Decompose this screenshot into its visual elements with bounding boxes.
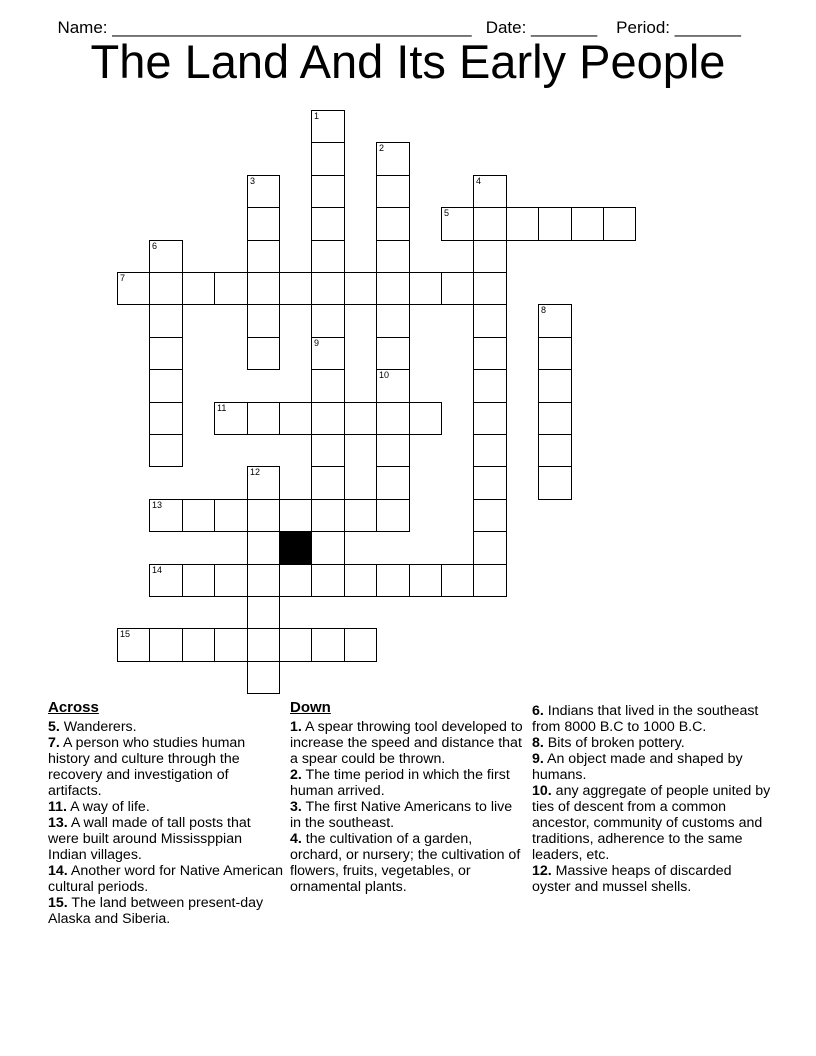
grid-cell[interactable] xyxy=(149,272,183,305)
across-heading: Across xyxy=(48,699,99,716)
clue-number: 15 xyxy=(120,629,131,639)
grid-cell[interactable] xyxy=(311,272,345,305)
grid-cell[interactable] xyxy=(247,499,280,532)
grid-cell[interactable] xyxy=(214,628,248,662)
clue-number: 9 xyxy=(314,338,320,348)
grid-cell[interactable] xyxy=(473,564,507,597)
clue-item-text: Bits of broken pottery. xyxy=(543,735,685,751)
grid-cell[interactable] xyxy=(247,466,280,500)
grid-cell[interactable] xyxy=(473,337,507,370)
page-title: The Land And Its Early People xyxy=(90,35,726,88)
grid-cell[interactable] xyxy=(247,337,280,370)
grid-cell[interactable] xyxy=(344,272,377,305)
grid-cell[interactable] xyxy=(247,272,280,305)
clue-item xyxy=(290,719,526,767)
clue-item-number: 14. xyxy=(48,863,68,879)
grid-cell[interactable] xyxy=(149,369,183,403)
clue-item-text: Massive heaps of discarded oyster and mussel shells. xyxy=(532,863,732,895)
clue-item xyxy=(532,751,772,783)
clue-item-text: Indians that lived in the southeast from 8000 B.C to 1000 B.C. xyxy=(532,703,759,735)
clue-number: 13 xyxy=(152,500,163,510)
grid-cell[interactable] xyxy=(247,564,280,597)
grid-cell[interactable] xyxy=(311,142,345,176)
clue-item-number: 13. xyxy=(48,815,68,831)
clue-item-text: any aggregate of people united by ties of descent from a common ancestor, community of customs and traditions, adherence to the same leaders, etc. xyxy=(532,783,771,863)
clue-item xyxy=(290,831,526,895)
clue-item xyxy=(48,895,284,927)
grid-cell[interactable] xyxy=(441,272,474,305)
grid-cell[interactable] xyxy=(538,207,572,241)
clue-item-text: A way of life. xyxy=(66,799,150,815)
grid-cell[interactable] xyxy=(344,628,377,662)
clue-item-number: 12. xyxy=(532,863,552,879)
grid-cell[interactable] xyxy=(279,628,312,662)
grid-cell[interactable] xyxy=(149,564,183,597)
clue-item xyxy=(532,735,772,751)
grid-block xyxy=(279,531,312,565)
grid-cell[interactable] xyxy=(182,499,215,532)
clue-number: 8 xyxy=(541,305,547,315)
grid-cell[interactable] xyxy=(603,207,636,241)
grid-cell[interactable] xyxy=(473,466,507,500)
clue-item-number: 15. xyxy=(48,895,68,911)
clue-item-text: the cultivation of a garden, orchard, or nursery; the cultivation of flowers, fruits, vegetables, or ornamental plants. xyxy=(290,831,521,895)
grid-cell[interactable] xyxy=(149,240,183,273)
clue-number: 2 xyxy=(379,143,385,153)
clue-number: 3 xyxy=(250,176,256,186)
grid-cell[interactable] xyxy=(376,434,410,467)
clue-item-text: Another word for Native American cultural periods. xyxy=(48,863,284,895)
grid-cell[interactable] xyxy=(247,661,280,694)
grid-cell[interactable] xyxy=(247,240,280,273)
grid-cell[interactable] xyxy=(473,304,507,338)
grid-cell[interactable] xyxy=(376,337,410,370)
grid-cell[interactable] xyxy=(149,304,183,338)
grid-cell[interactable] xyxy=(311,628,345,662)
clue-item-text: A wall made of tall posts that were built around Mississppian Indian villages. xyxy=(48,815,251,863)
grid-cell[interactable] xyxy=(214,564,248,597)
grid-cell[interactable] xyxy=(538,402,572,435)
grid-cell[interactable] xyxy=(182,628,215,662)
grid-cell[interactable] xyxy=(344,564,377,597)
grid-cell[interactable] xyxy=(149,434,183,467)
across-clues xyxy=(48,700,284,927)
clue-item xyxy=(290,767,526,799)
clue-item xyxy=(48,719,284,735)
grid-cell[interactable] xyxy=(473,402,507,435)
grid-cell[interactable] xyxy=(376,207,410,241)
clue-item-number: 2. xyxy=(290,767,302,783)
grid-cell[interactable] xyxy=(376,369,410,403)
grid-cell[interactable] xyxy=(149,499,183,532)
grid-cell[interactable] xyxy=(473,272,507,305)
clue-item-text: A spear throwing tool developed to increase the speed and distance that a spear could be thrown. xyxy=(290,719,523,767)
clue-item-text: The time period in which the first human arrived. xyxy=(290,767,510,799)
grid-cell[interactable] xyxy=(538,434,572,467)
clue-item xyxy=(48,799,284,815)
clue-number: 12 xyxy=(250,467,261,477)
clue-number: 6 xyxy=(152,241,158,251)
grid-cell[interactable] xyxy=(214,402,248,435)
clue-number: 1 xyxy=(314,111,320,121)
clue-item-number: 11. xyxy=(48,799,67,815)
grid-cell[interactable] xyxy=(441,564,474,597)
clue-item-text: The land between present-day Alaska and Siberia. xyxy=(48,895,264,927)
grid-cell[interactable] xyxy=(247,402,280,435)
clue-item xyxy=(290,799,526,831)
grid-cell[interactable] xyxy=(376,304,410,338)
grid-cell[interactable] xyxy=(214,499,248,532)
grid-cell[interactable] xyxy=(409,272,442,305)
grid-cell[interactable] xyxy=(376,564,410,597)
grid-cell[interactable] xyxy=(473,207,507,241)
name-field-label: Name: ______________________________________ xyxy=(57,18,472,37)
clue-number: 7 xyxy=(120,273,126,283)
clue-item xyxy=(48,863,284,895)
clue-number: 11 xyxy=(217,403,227,413)
clue-item-number: 5. xyxy=(48,719,60,735)
grid-cell[interactable] xyxy=(279,402,312,435)
down-clues-continued xyxy=(532,703,772,895)
grid-cell[interactable] xyxy=(117,628,150,662)
clue-item-number: 7. xyxy=(48,735,60,751)
down-heading: Down xyxy=(290,699,331,716)
grid-cell[interactable] xyxy=(149,402,183,435)
grid-cell[interactable] xyxy=(247,531,280,565)
clue-item-number: 3. xyxy=(290,799,302,815)
clue-item xyxy=(532,783,772,863)
clue-item-number: 9. xyxy=(532,751,544,767)
clue-item xyxy=(48,735,284,799)
grid-cell[interactable] xyxy=(279,272,312,305)
grid-cell[interactable] xyxy=(311,531,345,565)
grid-cell[interactable] xyxy=(247,304,280,338)
grid-cell[interactable] xyxy=(376,272,410,305)
grid-cell[interactable] xyxy=(538,337,572,370)
grid-cell[interactable] xyxy=(376,402,410,435)
clue-item-text: An object made and shaped by humans. xyxy=(532,751,743,783)
grid-cell[interactable] xyxy=(311,564,345,597)
clue-item-text: Wanderers. xyxy=(59,719,137,735)
grid-cell[interactable] xyxy=(182,564,215,597)
grid-cell[interactable] xyxy=(473,531,507,565)
grid-cell[interactable] xyxy=(538,304,572,338)
grid-cell[interactable] xyxy=(149,628,183,662)
grid-cell[interactable] xyxy=(473,369,507,403)
grid-cell[interactable] xyxy=(344,499,377,532)
grid-cell[interactable] xyxy=(247,596,280,629)
grid-cell[interactable] xyxy=(311,466,345,500)
grid-cell[interactable] xyxy=(473,240,507,273)
down-clues xyxy=(290,700,526,895)
grid-cell[interactable] xyxy=(311,434,345,467)
clue-item-number: 4. xyxy=(290,831,302,847)
grid-cell[interactable] xyxy=(376,240,410,273)
grid-cell[interactable] xyxy=(506,207,539,241)
grid-cell[interactable] xyxy=(538,466,572,500)
clue-number: 5 xyxy=(444,208,450,218)
clue-item xyxy=(532,863,772,895)
grid-cell[interactable] xyxy=(311,369,345,403)
grid-cell[interactable] xyxy=(247,207,280,241)
clue-item-number: 10. xyxy=(532,783,552,799)
grid-cell[interactable] xyxy=(376,175,410,208)
grid-cell[interactable] xyxy=(571,207,604,241)
grid-cell[interactable] xyxy=(311,499,345,532)
grid-cell[interactable] xyxy=(376,466,410,500)
grid-cell[interactable] xyxy=(376,499,410,532)
clue-item-number: 1. xyxy=(290,719,302,735)
grid-cell[interactable] xyxy=(376,142,410,176)
grid-cell[interactable] xyxy=(409,402,442,435)
grid-cell[interactable] xyxy=(311,240,345,273)
clue-number: 14 xyxy=(152,565,163,575)
clue-item-number: 8. xyxy=(532,735,544,751)
grid-cell[interactable] xyxy=(473,434,507,467)
grid-cell[interactable] xyxy=(117,272,150,305)
grid-cell[interactable] xyxy=(311,402,345,435)
clue-item xyxy=(48,815,284,863)
date-field-label: Date: _______ xyxy=(485,18,598,37)
grid-cell[interactable] xyxy=(538,369,572,403)
grid-cell[interactable] xyxy=(441,207,474,241)
grid-cell[interactable] xyxy=(182,272,215,305)
clue-number: 10 xyxy=(379,370,390,380)
grid-cell[interactable] xyxy=(279,499,312,532)
grid-cell[interactable] xyxy=(247,628,280,662)
grid-cell[interactable] xyxy=(409,564,442,597)
grid-cell[interactable] xyxy=(311,337,345,370)
grid-cell[interactable] xyxy=(214,272,248,305)
grid-cell[interactable] xyxy=(344,402,377,435)
clue-item-number: 6. xyxy=(532,703,544,719)
grid-cell[interactable] xyxy=(247,175,280,208)
period-field-label: Period: _______ xyxy=(616,18,741,37)
grid-cell[interactable] xyxy=(473,499,507,532)
clue-item-text: A person who studies human history and culture through the recovery and investigation of artifacts. xyxy=(48,735,246,799)
grid-cell[interactable] xyxy=(279,564,312,597)
grid-cell[interactable] xyxy=(311,207,345,241)
grid-cell[interactable] xyxy=(311,110,345,143)
clue-item-text: The first Native Americans to live in the southeast. xyxy=(290,799,513,831)
grid-cell[interactable] xyxy=(149,337,183,370)
grid-cell[interactable] xyxy=(311,175,345,208)
clue-item xyxy=(532,703,772,735)
grid-cell[interactable] xyxy=(311,304,345,338)
clue-number: 4 xyxy=(476,176,482,186)
grid-cell[interactable] xyxy=(473,175,507,208)
